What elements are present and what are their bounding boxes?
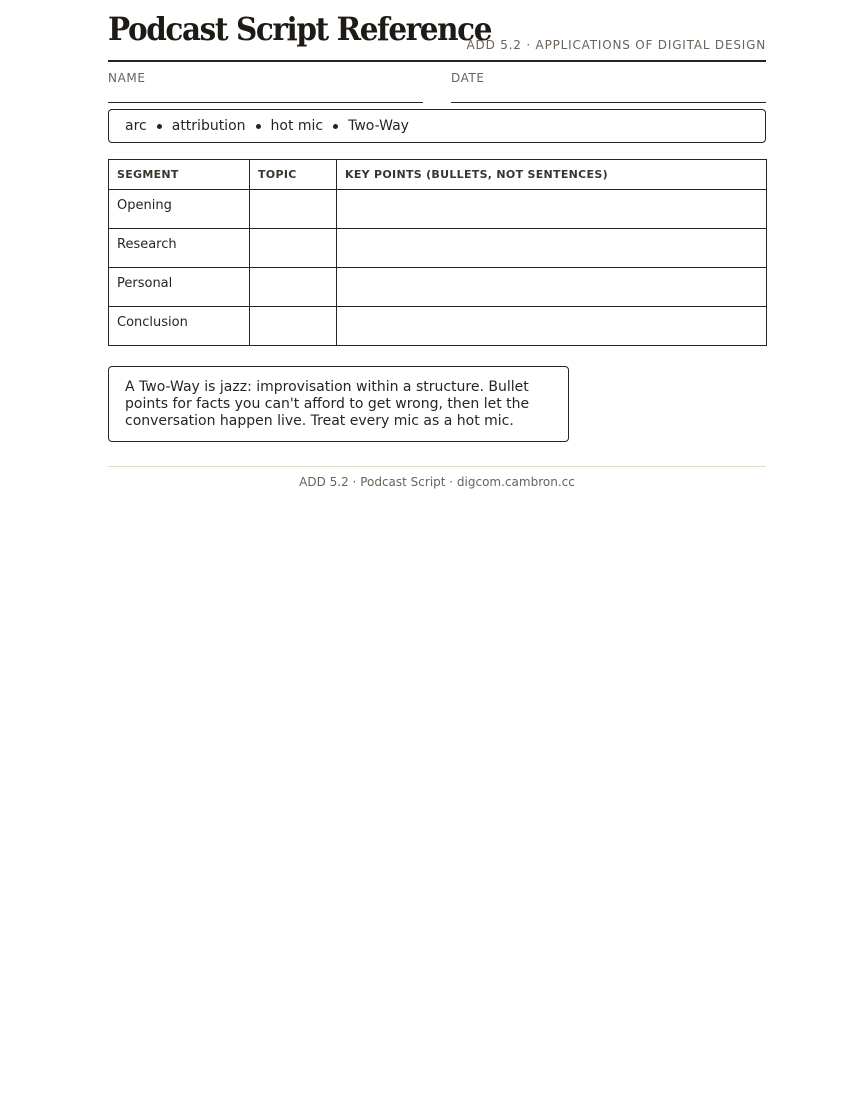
name-field[interactable] <box>108 62 423 103</box>
bullet-separator-icon <box>333 124 338 129</box>
page-footer: ADD 5.2 · Podcast Script · digcom.cambron.cc <box>108 466 766 489</box>
table-row <box>109 190 767 229</box>
column-header-key-points: KEY POINTS (BULLETS, NOT SENTENCES) <box>337 160 767 190</box>
worksheet-page <box>108 0 766 489</box>
vocab-term: hot mic <box>270 118 324 134</box>
date-field[interactable] <box>451 62 766 103</box>
table-row <box>109 307 767 346</box>
table-row <box>109 268 767 307</box>
bullet-separator-icon <box>157 124 162 129</box>
page-title: Podcast Script Reference <box>108 10 492 48</box>
segment-cell: Personal <box>109 268 250 307</box>
name-label: NAME <box>108 71 146 85</box>
course-label: ADD 5.2 · APPLICATIONS OF DIGITAL DESIGN <box>466 38 766 52</box>
page-header <box>108 0 766 62</box>
tip-note: A Two-Way is jazz: improvisation within a structure. Bullet points for facts you can't afford to get wrong, then let the conversation happen live. Treat every mic as a hot mic. <box>108 366 569 442</box>
column-header-topic: TOPIC <box>250 160 337 190</box>
segment-cell: Conclusion <box>109 307 250 346</box>
table-header-row <box>109 160 767 190</box>
key-points-cell[interactable] <box>337 190 767 229</box>
column-header-segment: SEGMENT <box>109 160 250 190</box>
topic-cell[interactable] <box>250 307 337 346</box>
topic-cell[interactable] <box>250 190 337 229</box>
vocab-box <box>108 109 766 143</box>
topic-cell[interactable] <box>250 229 337 268</box>
topic-cell[interactable] <box>250 268 337 307</box>
vocab-term: attribution <box>171 118 246 134</box>
vocab-term: Two-Way <box>348 118 409 134</box>
segment-cell: Opening <box>109 190 250 229</box>
key-points-cell[interactable] <box>337 268 767 307</box>
segment-cell: Research <box>109 229 250 268</box>
key-points-cell[interactable] <box>337 307 767 346</box>
student-info-fields <box>108 62 766 104</box>
key-points-cell[interactable] <box>337 229 767 268</box>
vocab-term: arc <box>125 118 147 134</box>
table-row <box>109 229 767 268</box>
bullet-separator-icon <box>256 124 261 129</box>
date-label: DATE <box>451 71 485 85</box>
segment-table <box>108 159 767 346</box>
